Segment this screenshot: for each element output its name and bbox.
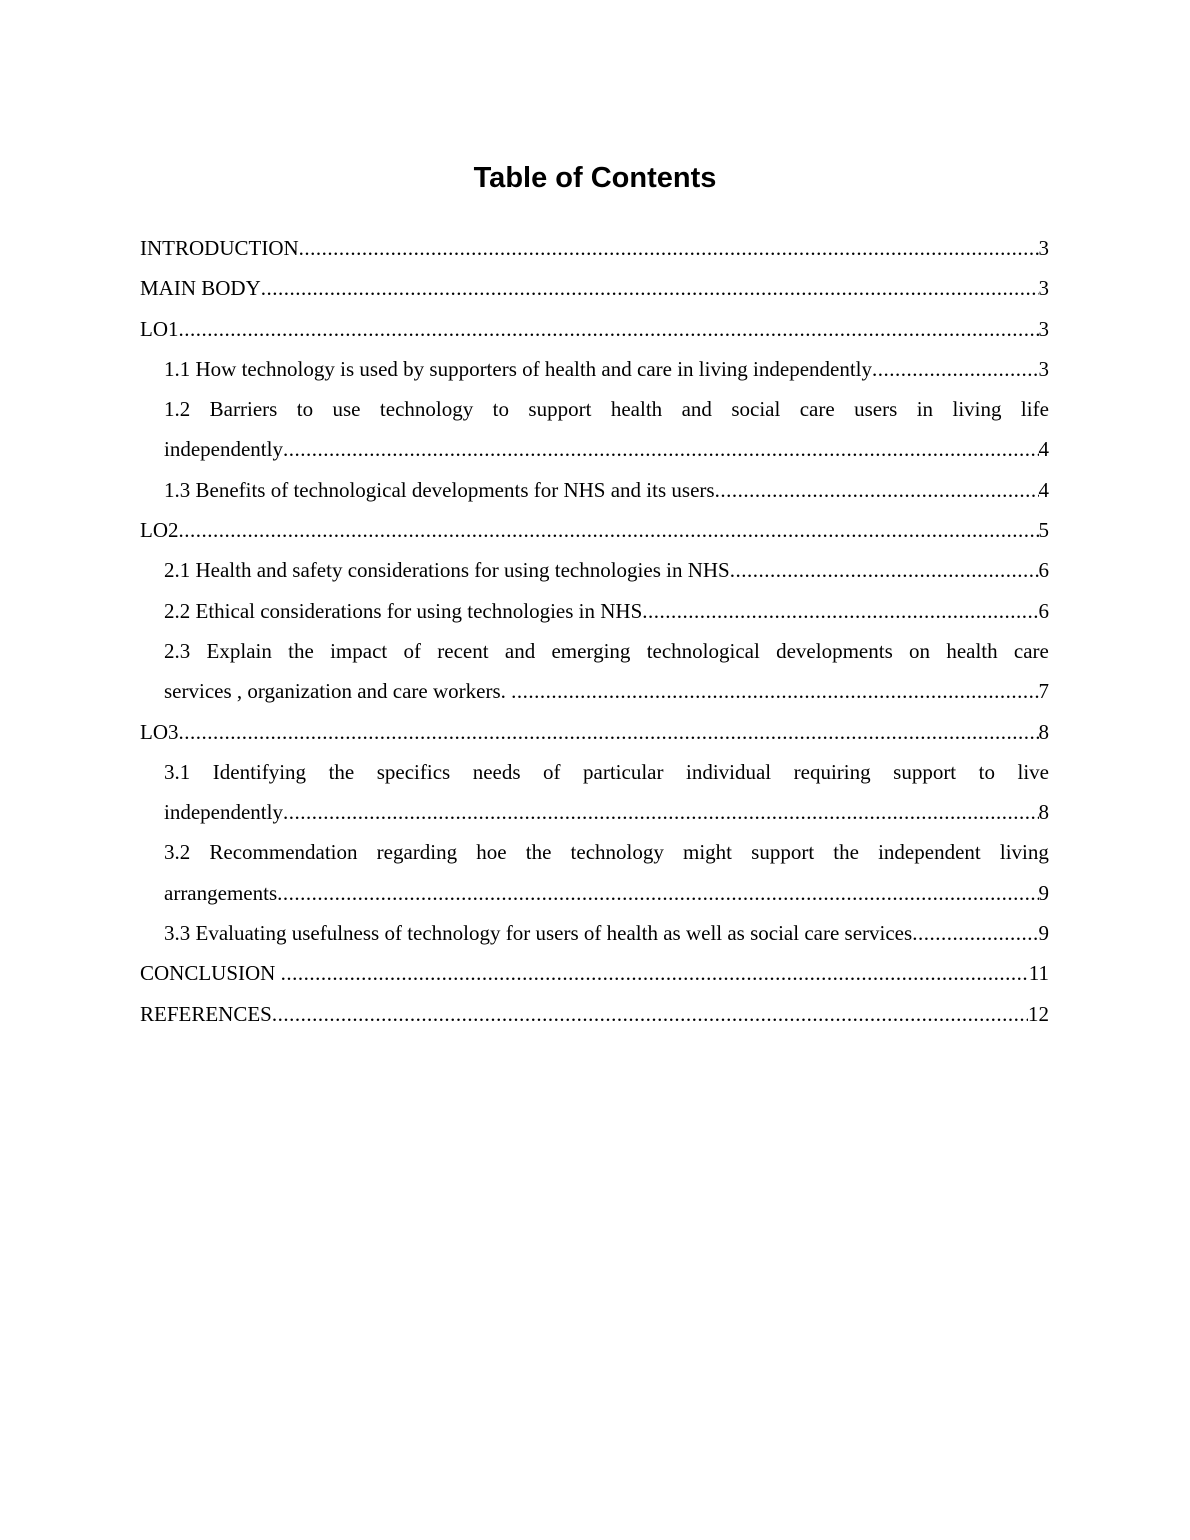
toc-entry-lo2[interactable] [140,510,1049,550]
toc-word: Recommendation [209,840,358,865]
toc-page-number: 4 [1038,477,1049,502]
dot-leader [281,953,1029,993]
toc-page-number: 3 [1038,356,1049,381]
toc-word: needs [472,759,521,784]
dot-leader [261,268,1039,308]
toc-word: and [681,397,712,422]
toc-word: care [1013,638,1049,663]
dot-leader [283,429,1039,469]
dot-leader [272,994,1028,1034]
toc-word: developments [776,638,893,663]
toc-page-number: 3 [1038,236,1049,260]
toc-entry-conclusion[interactable] [140,953,1049,993]
toc-page-number: 7 [1038,679,1049,704]
dot-leader [179,712,1039,752]
toc-entry-label-line1 [164,752,1049,792]
toc-word: life [1020,397,1049,422]
toc-entry-label-line2: services , organization and care workers. [164,679,512,704]
toc-page-number: 9 [1038,880,1049,905]
toc-entry-introduction[interactable] [140,228,1049,268]
dot-leader [299,228,1039,268]
dot-leader [511,671,1038,711]
toc-word: support [893,759,957,784]
toc-word: the [288,638,314,663]
toc-entry-label: MAIN BODY [140,276,261,301]
toc-word: living [952,397,1002,422]
toc-entry-3-2[interactable] [164,832,1049,913]
toc-word: might [683,840,733,865]
toc-page-number: 3 [1038,276,1049,301]
toc-word: impact [330,638,388,663]
toc-entry-label-line1 [164,631,1049,671]
toc-word: the [833,840,859,865]
toc-page-number: 11 [1028,961,1049,986]
toc-entry-3-1[interactable] [164,752,1049,833]
toc-word: to [492,397,509,422]
toc-word: health [946,638,998,663]
toc-word: technology [570,840,664,865]
toc-word: social [731,397,781,422]
toc-entry-label-line1 [164,832,1049,872]
toc-word: specifics [376,759,451,784]
toc-word: living [999,840,1049,865]
toc-word: the [525,840,552,865]
toc-page-number: 6 [1038,598,1049,623]
toc-entry-2-1[interactable] [164,550,1049,590]
dot-leader [283,792,1039,832]
toc-word: Barriers [209,397,278,422]
toc-word: support [751,840,815,865]
toc-entry-label: 1.1 How technology is used by supporters of health and care in living independently [164,356,873,381]
toc-entry-main-body[interactable] [140,268,1049,308]
toc-entry-1-3[interactable] [164,470,1049,510]
dot-leader [912,913,1038,953]
toc-word: users [854,397,898,422]
toc-entry-label-line2: independently [164,437,283,462]
toc-entry-label: LO1 [140,316,179,341]
dot-leader [179,510,1039,550]
toc-entry-label: 2.2 Ethical considerations for using technologies in NHS [164,598,643,623]
toc-page-number: 4 [1038,437,1049,462]
toc-word: to [296,397,314,422]
toc-entry-lo3[interactable] [140,712,1049,752]
toc-page-number: 6 [1038,558,1049,583]
toc-entry-references[interactable] [140,994,1049,1034]
toc-word: particular [583,759,664,784]
toc-word: of [543,759,561,784]
toc-word: use [332,397,361,422]
dot-leader [277,873,1038,913]
toc-entry-label: CONCLUSION [140,961,281,986]
toc-entry-label: 1.3 Benefits of technological developments for NHS and its users [164,477,715,502]
toc-entry-label: INTRODUCTION [140,236,299,260]
toc-word: regarding [376,840,458,865]
toc-word: individual [685,759,772,784]
toc-page-number: 12 [1028,1001,1049,1026]
toc-entry-2-3[interactable] [164,631,1049,712]
toc-entry-label: 2.1 Health and safety considerations for using technologies in NHS [164,558,730,583]
toc-word: emerging [551,638,631,663]
toc-entry-label: 3.3 Evaluating usefulness of technology for users of health as well as social care services [164,921,913,946]
toc-word: Identifying [212,759,307,784]
toc-page-number: 5 [1038,518,1049,543]
table-of-contents [140,228,1049,1034]
toc-word: health [610,397,663,422]
toc-entry-label-line1 [164,389,1049,429]
dot-leader [715,470,1039,510]
toc-word: recent [437,638,489,663]
toc-word: independent [878,840,981,865]
toc-word: 3.1 [164,759,191,784]
toc-word: 2.3 [164,638,191,663]
dot-leader [872,349,1038,389]
dot-leader [179,309,1039,349]
toc-word: technological [646,638,760,663]
toc-word: care [799,397,835,422]
toc-entry-label-line2: arrangements [164,880,278,905]
toc-word: to [978,759,995,784]
toc-entry-2-2[interactable] [164,591,1049,631]
toc-entry-label: LO2 [140,518,179,543]
dot-leader [730,550,1039,590]
toc-entry-3-3[interactable] [164,913,1049,953]
toc-word: 3.2 [164,840,191,865]
toc-word: 1.2 [164,397,191,422]
toc-page-number: 8 [1038,800,1049,825]
toc-word: and [504,638,536,663]
dot-leader [642,591,1038,631]
toc-word: technology [379,397,474,422]
toc-word: Explain [206,638,272,663]
toc-word: hoe [476,840,507,865]
toc-word: live [1017,759,1049,784]
page-title: Table of Contents [473,162,717,194]
toc-word: requiring [793,759,871,784]
toc-page-number: 8 [1038,719,1049,744]
toc-word: the [328,759,355,784]
toc-word: in [916,397,934,422]
toc-word: on [909,638,931,663]
toc-entry-label: REFERENCES [140,1001,272,1026]
toc-page-number: 9 [1038,921,1049,946]
toc-entry-label-line2: independently [164,800,283,825]
toc-word: support [528,397,592,422]
toc-entry-label: LO3 [140,719,179,744]
toc-entry-1-1[interactable] [164,349,1049,389]
toc-page-number: 3 [1038,316,1049,341]
toc-entry-lo1[interactable] [140,309,1049,349]
toc-word: of [403,638,422,663]
toc-entry-1-2[interactable] [164,389,1049,470]
